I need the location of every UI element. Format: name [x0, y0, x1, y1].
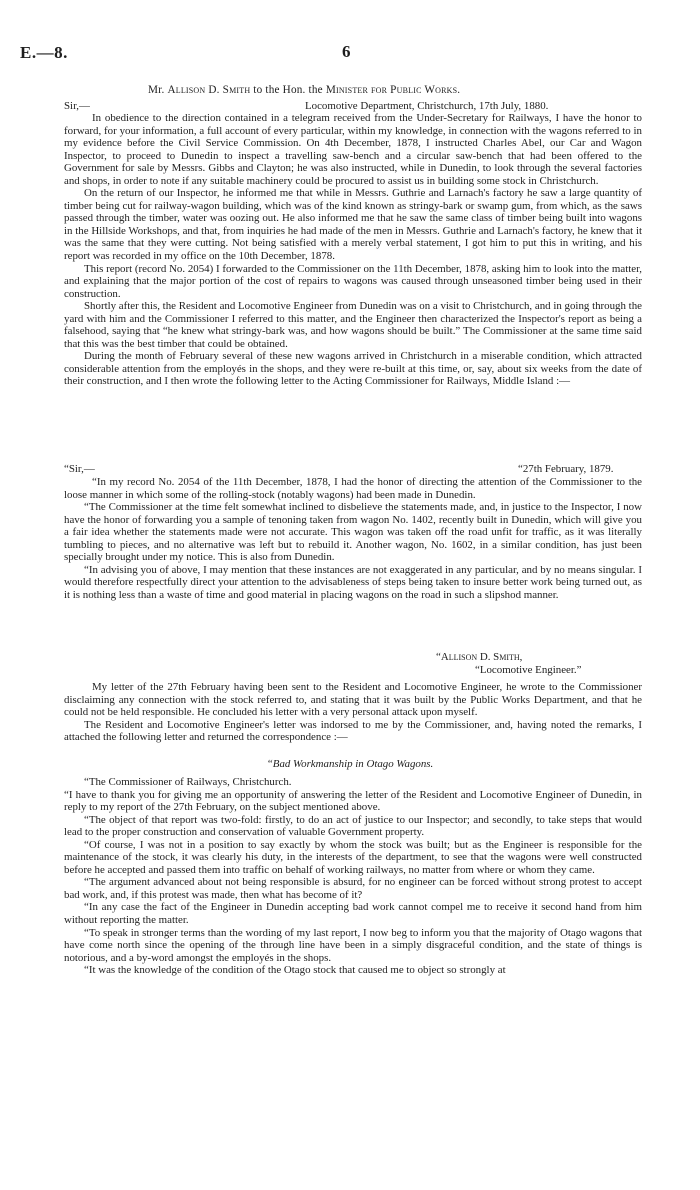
- paragraph: “In any case the fact of the Engineer in Dunedin accepting bad work cannot compel me to receive it second hand from him without reporting the matter.: [64, 901, 642, 927]
- letter2-heading-row: [0, 758, 700, 771]
- letter1-body: [64, 476, 642, 601]
- paragraph: “Of course, I was not in a position to say exactly by whom the stock was built; but as the Engineer is responsible for the maintenance of the stock, it was clearly his duty, in the interests of the department, to see that the wagons were well constructed before he accepted and passed them into traffic on behalf of working railways, no matter from where or whom they came.: [64, 838, 642, 876]
- paragraph: “To speak in stronger terms than the wording of my last report, I now beg to inform you that the majority of Otago wagons that have come north since the opening of the through line have been in a simply disgraceful condition, and the state of things is notorious, and a by-word amongst the employés in the shops.: [64, 926, 642, 964]
- body-section-2: [64, 681, 642, 744]
- paragraph: “I have to thank you for giving me an opportunity of answering the letter of the Resident and Locomotive Engineer of Dunedin, in reply to my report of the 27th February, on the subject mentioned above.: [64, 788, 642, 814]
- paragraph: In obedience to the direction contained in a telegram received from the Under-Secretary for Railways, I have the honor to forward, for your information, a full account of every particular, within my knowledge, in connection with the wagons referred to in my evidence before the Civil Service Commission. On 4th December, 1878, I instructed Charles Abel, our Car and Wagon Inspector, to proceed to Dunedin to inspect a travelling saw-bench and a circular saw-bench that had been offered to the Government for sale by Messrs. Gibbs and Clayton; he was also instructed, while in Dunedin, to look through the several factories and shops, in order to note if any suitable machinery could be procured to assist us in building some stock in Christchurch.: [64, 112, 642, 187]
- paragraph: The Resident and Locomotive Engineer's letter was indorsed to me by the Commissioner, and, having noted the remarks, I attached the following letter and returned the correspondence :—: [64, 718, 642, 744]
- title-middle: to the Hon. the: [250, 84, 326, 96]
- paragraph: My letter of the 27th February having been sent to the Resident and Locomotive Engineer, he wrote to the Commissioner disclaiming any connection with the stock referred to, and stating that it was built by the Public Works Department, and that he could not be held responsible. He concluded his letter with a very personal attack upon myself.: [64, 681, 642, 719]
- letter1-salutation: [64, 463, 95, 476]
- signature-name-text: “Allison D. Smith,: [436, 651, 523, 663]
- letter2-body: [64, 776, 642, 977]
- title-prefix: Mr.: [148, 84, 168, 96]
- paper-reference: E.—8.: [20, 43, 68, 62]
- paragraph: On the return of our Inspector, he informed me that while in Messrs. Guthrie and Larnach's factory he saw a large quantity of timber being cut for railway-wagon building, which was of the kind known as stringy-bark or swamp gum, from which, as the saws passed through the timber, water was oozing out. He also informed me that he saw the same class of timber being built into wagons in the Hillside Workshops, and that, from inquiries he had made of the men in Messrs. Guthrie and Larnach's factory, he knew that it was the same that they were cutting. Not being satisfied with a merely verbal statement, I got him to put this in writing, and his report was recorded in my office on the 10th December, 1878.: [64, 187, 642, 263]
- dateline: Locomotive Department, Christchurch, 17th July, 1880.: [305, 100, 549, 112]
- paragraph: “It was the knowledge of the condition of the Otago stock that caused me to object so strongly at: [84, 964, 506, 977]
- paragraph: “The argument advanced about not being responsible is absurd, for no engineer can be forced without strong protest to accept bad work, and, if this protest was made, then what has become of it?: [64, 876, 642, 901]
- paragraph: “The object of that report was two-fold: firstly, to do an act of justice to our Inspector; and secondly, to take steps that would lead to the proper construction and conservation of valuable Government property.: [64, 813, 642, 839]
- letter1-signature-title: “Locomotive Engineer.”: [475, 664, 582, 676]
- letter-title: [148, 84, 460, 97]
- letter1-salutation-text: “Sir,—: [64, 463, 95, 475]
- paragraph: Shortly after this, the Resident and Locomotive Engineer from Dunedin was on a visit to Christchurch, and in going through the yard with him and the Commissioner I referred to this matter, and the Engineer then characterized the Inspector's report as being a falsehood, saying that “he knew what stringy-bark was, and how wagons should be built.” The Commissioner at the same time said that this was the best timber that could be obtained.: [64, 300, 642, 350]
- letter2-addressee: “The Commissioner of Railways, Christchurch.: [84, 776, 292, 788]
- salutation: Sir,—: [64, 100, 90, 112]
- paragraph: “The Commissioner at the time felt somewhat inclined to disbelieve the statements made, and, in justice to the Inspector, I now have the honor of forwarding you a sample of tenoning taken from wagon No. 1402, recently built in Dunedin, which will give you a fair idea whether the statements made were not accurate. This wagon was taken off the road unfit for traffic, as it was literally tumbling to pieces, and no alternative was left but to rebuild it. Another wagon, No. 1602, in a similar condition, has just been specially brought under my notice. This is also from Dunedin.: [64, 501, 642, 564]
- title-office: Minister for Public Works: [325, 84, 458, 96]
- paragraph: “In advising you of above, I may mention that these instances are not exaggerated in any particular, and by no means singular. I would therefore respectfully direct your attention to the advisableness of steps being taken to insure better work being turned out, as it is nothing less than a waste of time and good material in placing wagons on the road in such a slipshod manner.: [64, 563, 642, 601]
- letter1-date: “27th February, 1879.: [518, 463, 614, 475]
- paragraph: “In my record No. 2054 of the 11th December, 1878, I had the honor of directing the attention of the Commissioner to the loose manner in which some of the rolling-stock (notably wagons) had been made in Dunedin.: [64, 476, 642, 501]
- body-section-1: [64, 112, 642, 388]
- title-author: Allison D. Smith: [167, 84, 251, 96]
- letter1-signature-name: [436, 651, 522, 664]
- paragraph: This report (record No. 2054) I forwarded to the Commissioner on the 11th December, 1878, asking him to look into the matter, and explaining that the major portion of the cost of repairs to wagons was caused through unseasoned timber being used in their construction.: [64, 262, 642, 300]
- title-suffix: .: [457, 84, 461, 96]
- page-number: 6: [342, 42, 351, 61]
- paragraph: During the month of February several of these new wagons arrived in Christchurch in a miserable condition, which attracted considerable attention from the employés in the shops, and they were re-built at this time, or, say, about six weeks from the date of their construction, and I then wrote the following letter to the Acting Commissioner for Railways, Middle Island :—: [64, 350, 642, 388]
- letter2-heading: “Bad Workmanship in Otago Wagons.: [266, 758, 434, 770]
